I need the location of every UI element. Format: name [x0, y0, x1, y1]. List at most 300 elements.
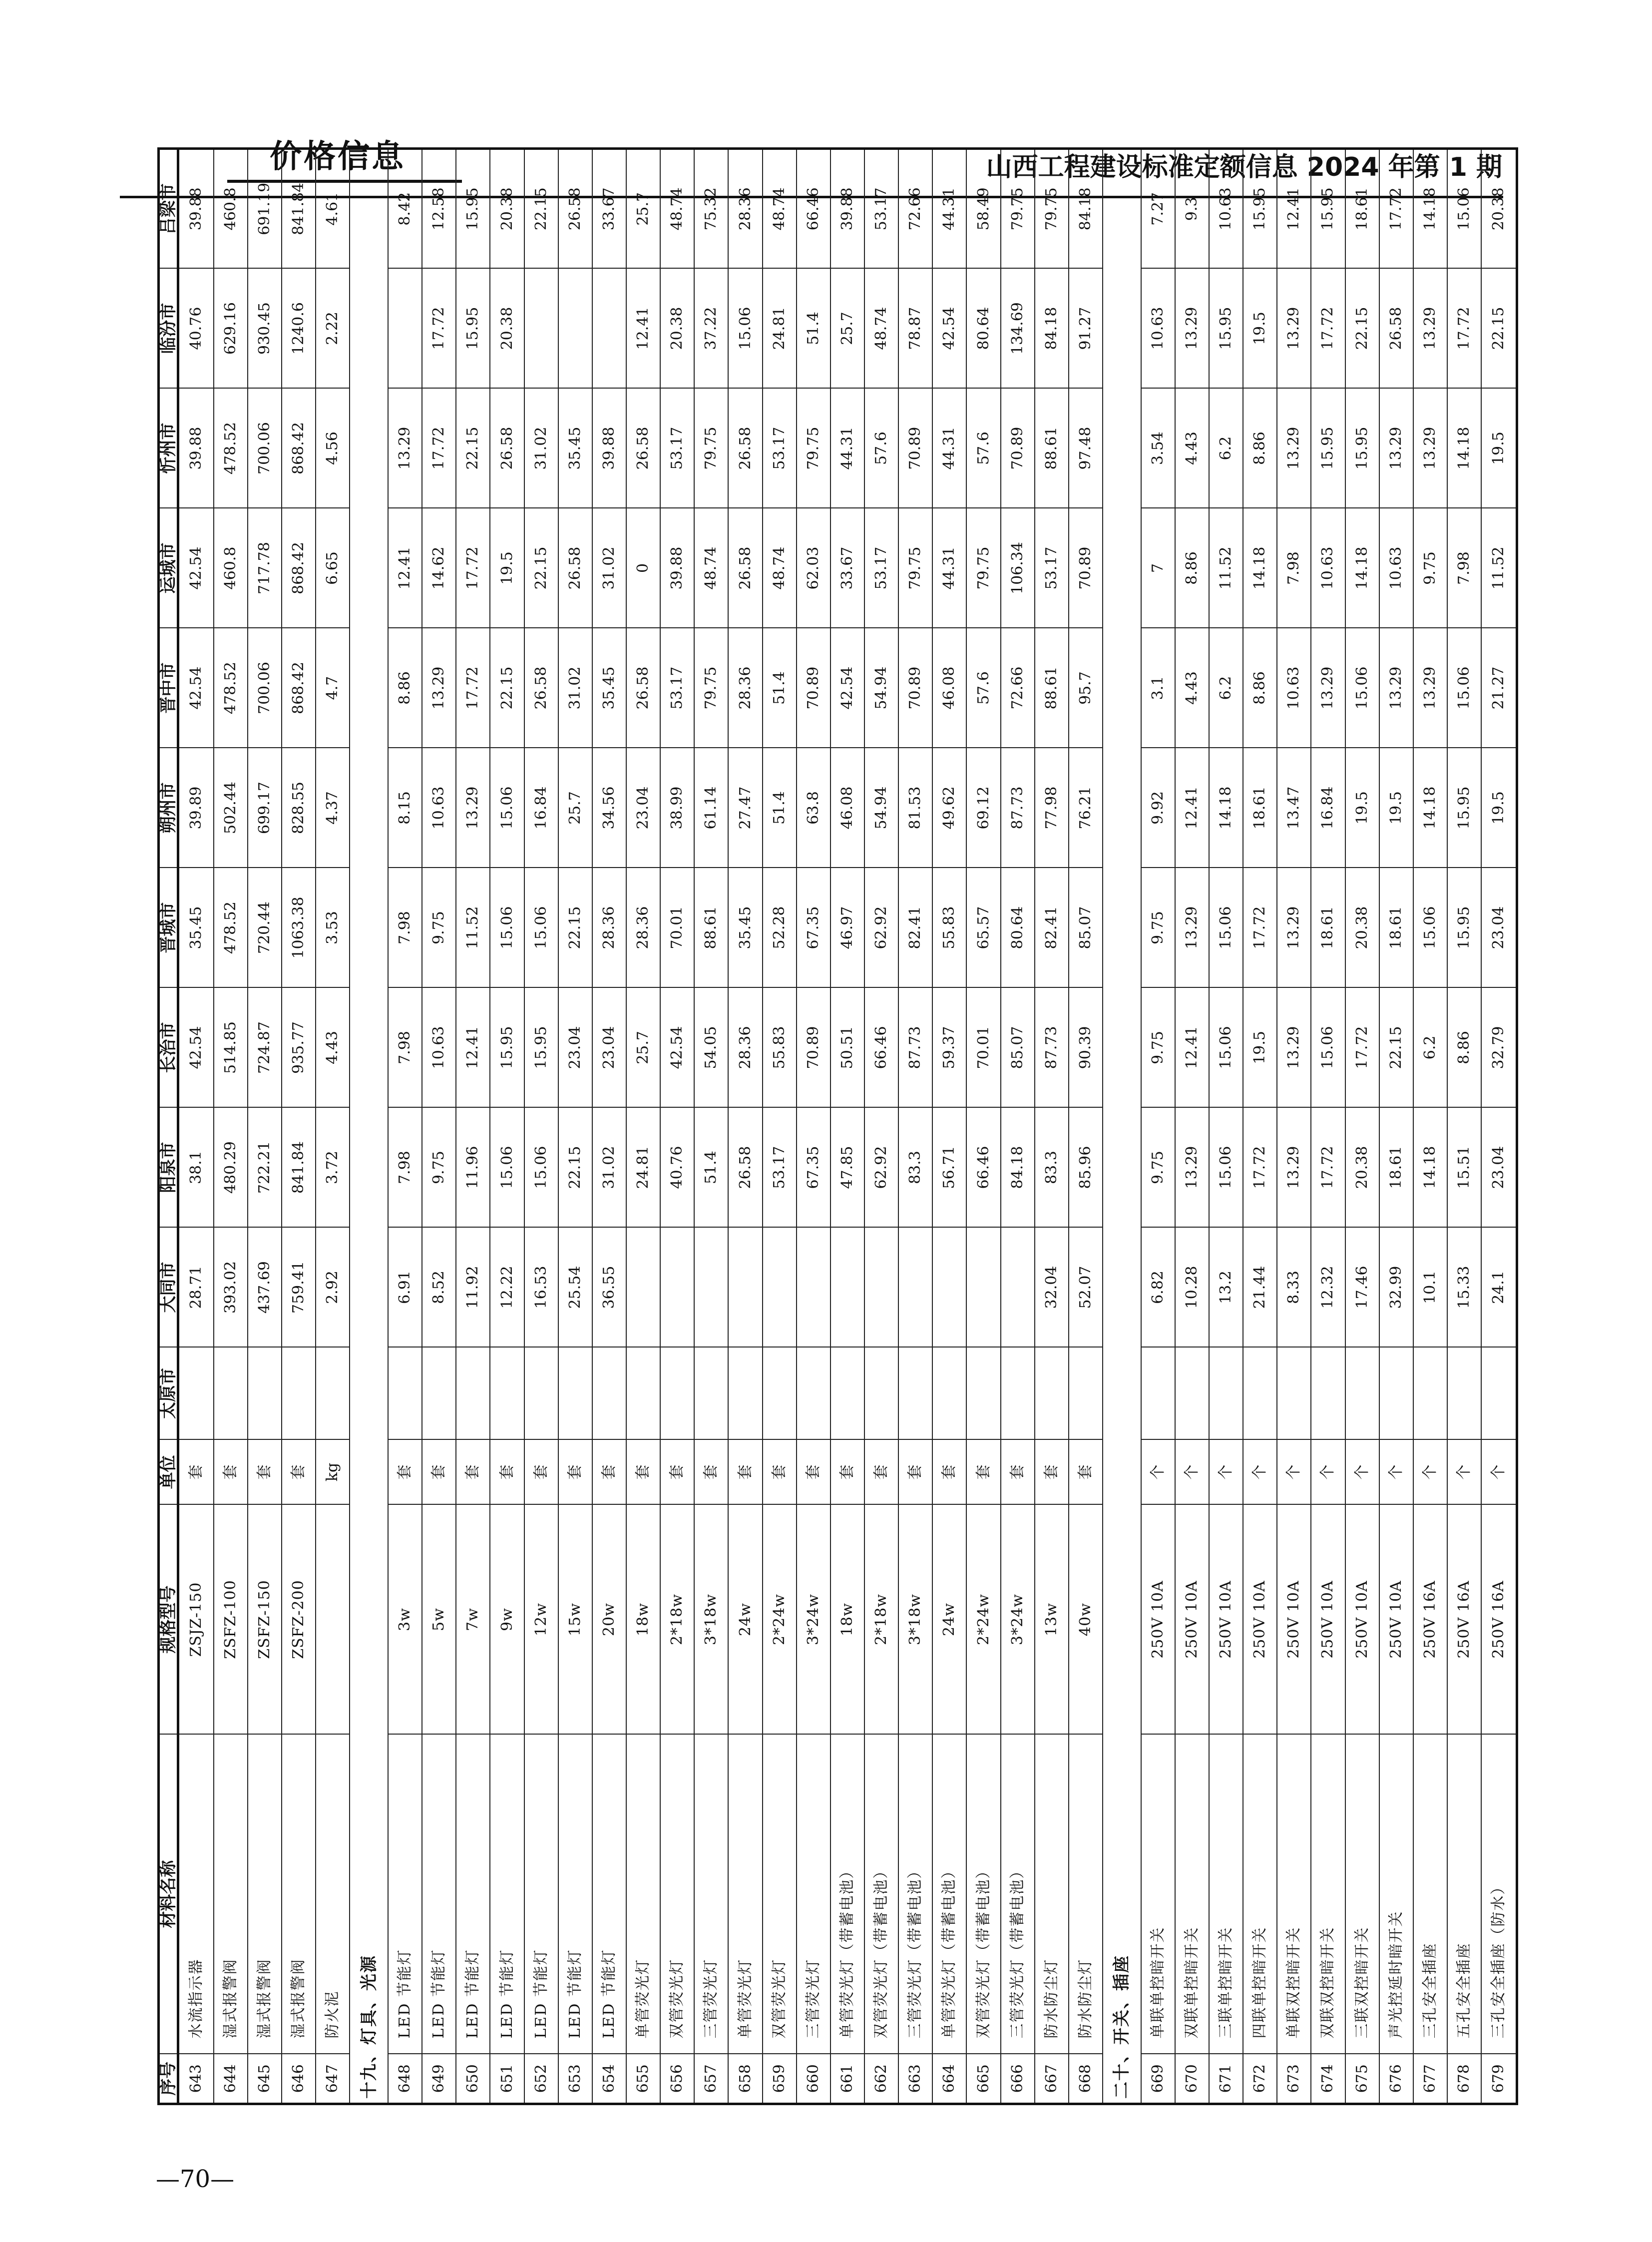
section-row — [1103, 149, 1141, 2104]
price-cell: 26.58 — [728, 1108, 762, 1228]
price-cell: 70.89 — [797, 628, 830, 748]
price-cell: 80.64 — [1001, 868, 1035, 988]
price-cell: 13.29 — [1175, 269, 1209, 389]
price-cell: 9.75 — [422, 868, 456, 988]
unit: 套 — [898, 1440, 932, 1505]
price-cell: 61.14 — [694, 748, 728, 868]
price-cell: 55.83 — [763, 988, 797, 1108]
price-cell: 31.02 — [592, 508, 626, 628]
price-cell: 9.3 — [1175, 149, 1209, 269]
price-cell: 691.19 — [248, 149, 282, 269]
table-row — [214, 149, 248, 2104]
price-cell: 8.15 — [388, 748, 422, 868]
price-cell: 50.51 — [830, 988, 864, 1108]
price-cell: 9.92 — [1141, 748, 1175, 868]
price-cell: 22.15 — [524, 508, 558, 628]
price-cell: 10.63 — [1277, 628, 1311, 748]
price-cell: 19.5 — [1481, 389, 1517, 508]
price-table — [157, 147, 1518, 2105]
price-cell: 25.7 — [626, 149, 660, 269]
price-cell: 15.06 — [524, 1108, 558, 1228]
material-name: 单联双控暗开关 — [1277, 1735, 1311, 2054]
price-cell: 13.29 — [456, 748, 490, 868]
price-cell: 40.76 — [178, 269, 214, 389]
specification: 24w — [932, 1505, 966, 1735]
material-name: 双联双控暗开关 — [1311, 1735, 1345, 2054]
price-cell: 8.86 — [1447, 988, 1481, 1108]
material-name: 双管荧光灯（带蓄电池） — [864, 1735, 898, 2054]
price-cell: 23.04 — [592, 988, 626, 1108]
price-cell: 12.41 — [1175, 748, 1209, 868]
price-cell: 24.1 — [1481, 1228, 1517, 1347]
price-cell: 15.06 — [1447, 628, 1481, 748]
price-cell: 11.52 — [456, 868, 490, 988]
price-cell: 62.92 — [864, 1108, 898, 1228]
price-cell: 22.15 — [558, 868, 592, 988]
table-row — [626, 149, 660, 2104]
price-cell — [626, 1228, 660, 1347]
price-cell — [830, 1228, 864, 1347]
price-cell — [214, 1347, 248, 1440]
price-cell: 28.36 — [592, 868, 626, 988]
table-row — [1175, 149, 1209, 2104]
rotated-table-frame — [157, 182, 1518, 2105]
price-cell: 6.65 — [316, 508, 350, 628]
price-cell: 57.6 — [966, 389, 1000, 508]
row-number: 658 — [728, 2054, 762, 2104]
price-cell: 17.46 — [1345, 1228, 1379, 1347]
price-cell: 79.75 — [694, 389, 728, 508]
price-cell: 33.67 — [592, 149, 626, 269]
table-row — [422, 149, 456, 2104]
price-cell: 87.73 — [898, 988, 932, 1108]
table-row — [316, 149, 350, 2104]
price-cell: 10.63 — [422, 748, 456, 868]
price-cell: 20.38 — [490, 269, 524, 389]
material-name: 单管荧光灯（带蓄电池） — [830, 1735, 864, 2054]
material-name: 双管荧光灯 — [763, 1735, 797, 2054]
specification: 250V 10A — [1141, 1505, 1175, 1735]
price-cell: 700.06 — [248, 628, 282, 748]
column-header: 太原市 — [159, 1347, 178, 1440]
price-cell — [388, 1347, 422, 1440]
price-cell: 26.58 — [728, 508, 762, 628]
price-cell: 478.52 — [214, 389, 248, 508]
unit: 个 — [1209, 1440, 1243, 1505]
price-cell: 17.72 — [1345, 988, 1379, 1108]
price-cell: 42.54 — [932, 269, 966, 389]
material-name: 三管荧光灯（带蓄电池） — [1001, 1735, 1035, 2054]
unit: 套 — [524, 1440, 558, 1505]
row-number: 666 — [1001, 2054, 1035, 2104]
table-row — [898, 149, 932, 2104]
price-cell: 25.7 — [626, 988, 660, 1108]
price-cell: 35.45 — [178, 868, 214, 988]
price-cell: 78.87 — [898, 269, 932, 389]
price-cell: 84.18 — [1001, 1108, 1035, 1228]
price-cell: 478.52 — [214, 628, 248, 748]
price-cell — [316, 1347, 350, 1440]
price-cell: 17.72 — [422, 389, 456, 508]
table-row — [1209, 149, 1243, 2104]
price-cell: 59.37 — [932, 988, 966, 1108]
price-cell: 13.47 — [1277, 748, 1311, 868]
price-cell — [966, 1347, 1000, 1440]
specification — [316, 1505, 350, 1735]
column-header: 朔州市 — [159, 748, 178, 868]
price-cell: 79.75 — [694, 628, 728, 748]
price-cell: 23.04 — [558, 988, 592, 1108]
unit: 套 — [932, 1440, 966, 1505]
price-cell: 85.96 — [1069, 1108, 1103, 1228]
table-row — [1069, 149, 1103, 2104]
price-cell — [1001, 1347, 1035, 1440]
publication-title: 山西工程建设标准定额信息 2024 年第 1 期 — [986, 152, 1502, 182]
price-cell: 13.29 — [1413, 389, 1447, 508]
row-number: 644 — [214, 2054, 248, 2104]
material-name: 湿式报警阀 — [214, 1735, 248, 2054]
price-cell: 20.38 — [490, 149, 524, 269]
unit: 个 — [1277, 1440, 1311, 1505]
price-cell: 22.15 — [524, 149, 558, 269]
table-row — [932, 149, 966, 2104]
row-number: 655 — [626, 2054, 660, 2104]
unit: 个 — [1311, 1440, 1345, 1505]
price-cell: 39.88 — [660, 508, 694, 628]
price-cell: 85.07 — [1069, 868, 1103, 988]
price-cell — [660, 1347, 694, 1440]
material-name: 四联单控暗开关 — [1243, 1735, 1277, 2054]
price-cell: 3.53 — [316, 868, 350, 988]
price-cell — [1035, 1347, 1069, 1440]
price-cell: 11.96 — [456, 1108, 490, 1228]
price-cell: 7.98 — [1277, 508, 1311, 628]
row-number: 660 — [797, 2054, 830, 2104]
price-cell — [763, 1228, 797, 1347]
price-cell: 7.27 — [1141, 149, 1175, 269]
price-cell: 12.22 — [490, 1228, 524, 1347]
price-cell — [282, 1347, 316, 1440]
unit: 套 — [626, 1440, 660, 1505]
price-cell: 12.32 — [1311, 1228, 1345, 1347]
price-cell: 8.86 — [1243, 628, 1277, 748]
unit: 套 — [1069, 1440, 1103, 1505]
row-number: 653 — [558, 2054, 592, 2104]
unit: 套 — [966, 1440, 1000, 1505]
price-cell — [763, 1347, 797, 1440]
price-cell: 23.04 — [626, 748, 660, 868]
specification: 3*18w — [898, 1505, 932, 1735]
specification: 2*24w — [763, 1505, 797, 1735]
price-cell: 18.61 — [1345, 149, 1379, 269]
price-cell: 15.95 — [1447, 868, 1481, 988]
price-cell: 69.12 — [966, 748, 1000, 868]
price-cell: 25.54 — [558, 1228, 592, 1347]
price-cell: 15.95 — [1345, 389, 1379, 508]
price-cell: 13.29 — [1311, 628, 1345, 748]
specification: 250V 16A — [1481, 1505, 1517, 1735]
specification: 13w — [1035, 1505, 1069, 1735]
specification: 40w — [1069, 1505, 1103, 1735]
price-cell: 15.33 — [1447, 1228, 1481, 1347]
specification: 15w — [558, 1505, 592, 1735]
price-cell: 7 — [1141, 508, 1175, 628]
price-cell: 58.49 — [966, 149, 1000, 269]
price-cell: 70.01 — [660, 868, 694, 988]
specification: 250V 10A — [1345, 1505, 1379, 1735]
price-cell: 39.88 — [178, 389, 214, 508]
row-number: 647 — [316, 2054, 350, 2104]
specification: 20w — [592, 1505, 626, 1735]
specification: ZSFZ-100 — [214, 1505, 248, 1735]
price-cell: 15.06 — [1209, 988, 1243, 1108]
price-cell: 22.15 — [1345, 269, 1379, 389]
price-cell: 15.95 — [1243, 149, 1277, 269]
unit: 个 — [1379, 1440, 1413, 1505]
price-cell: 437.69 — [248, 1228, 282, 1347]
table-row — [1379, 149, 1413, 2104]
price-cell: 95.7 — [1069, 628, 1103, 748]
price-cell: 25.7 — [558, 748, 592, 868]
price-cell: 14.18 — [1447, 389, 1481, 508]
price-cell: 25.7 — [830, 269, 864, 389]
price-table-container — [157, 182, 1518, 2105]
unit: 个 — [1175, 1440, 1209, 1505]
price-cell: 84.18 — [1035, 269, 1069, 389]
price-cell: 3.1 — [1141, 628, 1175, 748]
price-cell: 75.32 — [694, 149, 728, 269]
row-number: 665 — [966, 2054, 1000, 2104]
price-cell: 12.41 — [388, 508, 422, 628]
table-row — [1243, 149, 1277, 2104]
row-number: 670 — [1175, 2054, 1209, 2104]
price-cell: 2.22 — [316, 269, 350, 389]
price-cell: 15.06 — [490, 1108, 524, 1228]
price-cell: 26.58 — [728, 389, 762, 508]
price-cell: 0 — [626, 508, 660, 628]
specification: 250V 10A — [1209, 1505, 1243, 1735]
material-name: 三管荧光灯 — [694, 1735, 728, 2054]
price-cell: 52.07 — [1069, 1228, 1103, 1347]
price-cell: 14.18 — [1413, 748, 1447, 868]
price-cell: 53.17 — [1035, 508, 1069, 628]
price-cell — [1447, 1347, 1481, 1440]
price-cell: 13.29 — [1175, 868, 1209, 988]
table-row — [524, 149, 558, 2104]
price-cell — [830, 1347, 864, 1440]
price-cell: 39.88 — [178, 149, 214, 269]
table-row — [592, 149, 626, 2104]
price-cell: 14.18 — [1413, 1108, 1447, 1228]
price-cell: 82.41 — [1035, 868, 1069, 988]
price-cell: 28.36 — [626, 868, 660, 988]
price-cell: 42.54 — [178, 508, 214, 628]
price-cell: 85.07 — [1001, 988, 1035, 1108]
price-cell — [1413, 1347, 1447, 1440]
unit: 套 — [214, 1440, 248, 1505]
specification: 2*24w — [966, 1505, 1000, 1735]
price-cell: 44.31 — [830, 389, 864, 508]
price-cell — [524, 1347, 558, 1440]
specification: 3*24w — [797, 1505, 830, 1735]
section-title: 二十、开关、插座 — [1103, 149, 1141, 2104]
price-cell: 32.99 — [1379, 1228, 1413, 1347]
price-cell: 10.63 — [422, 988, 456, 1108]
price-cell: 13.29 — [1277, 868, 1311, 988]
price-cell: 15.06 — [1209, 868, 1243, 988]
price-cell: 48.74 — [763, 508, 797, 628]
row-number: 668 — [1069, 2054, 1103, 2104]
price-cell: 15.95 — [524, 988, 558, 1108]
price-cell: 48.74 — [660, 149, 694, 269]
price-cell: 42.54 — [660, 988, 694, 1108]
unit: 套 — [456, 1440, 490, 1505]
price-cell: 51.4 — [694, 1108, 728, 1228]
material-name: 三孔安全插座 — [1413, 1735, 1447, 2054]
table-row — [1345, 149, 1379, 2104]
price-cell: 828.55 — [282, 748, 316, 868]
table-row — [763, 149, 797, 2104]
price-cell: 15.95 — [456, 269, 490, 389]
table-row — [694, 149, 728, 2104]
price-cell: 17.72 — [422, 269, 456, 389]
material-name: 水流指示器 — [178, 1735, 214, 2054]
price-cell: 7.98 — [388, 1108, 422, 1228]
price-cell — [898, 1228, 932, 1347]
price-cell: 57.6 — [966, 628, 1000, 748]
price-cell: 51.4 — [763, 748, 797, 868]
price-cell: 11.52 — [1481, 508, 1517, 628]
price-cell — [558, 269, 592, 389]
material-name: 双联单控暗开关 — [1175, 1735, 1209, 2054]
price-cell — [524, 269, 558, 389]
specification: 3*18w — [694, 1505, 728, 1735]
price-cell: 11.52 — [1209, 508, 1243, 628]
table-row — [1035, 149, 1069, 2104]
price-cell: 15.95 — [1311, 149, 1345, 269]
price-cell: 55.83 — [932, 868, 966, 988]
row-number: 662 — [864, 2054, 898, 2104]
price-cell: 13.29 — [1277, 1108, 1311, 1228]
price-cell: 35.45 — [728, 868, 762, 988]
price-cell: 35.45 — [592, 628, 626, 748]
price-cell: 17.72 — [456, 508, 490, 628]
price-cell: 15.06 — [490, 748, 524, 868]
price-cell: 11.92 — [456, 1228, 490, 1347]
price-cell: 724.87 — [248, 988, 282, 1108]
price-cell: 20.38 — [1345, 868, 1379, 988]
material-name: 单管荧光灯 — [626, 1735, 660, 2054]
price-cell: 629.16 — [214, 269, 248, 389]
column-header: 忻州市 — [159, 389, 178, 508]
price-cell: 14.18 — [1209, 748, 1243, 868]
price-cell — [592, 269, 626, 389]
price-cell: 6.82 — [1141, 1228, 1175, 1347]
price-cell: 15.06 — [1345, 628, 1379, 748]
table-row — [1481, 149, 1517, 2104]
table-row — [1311, 149, 1345, 2104]
price-cell: 23.04 — [1481, 868, 1517, 988]
price-cell: 13.29 — [1277, 269, 1311, 389]
price-cell — [1277, 1347, 1311, 1440]
material-name: 三管荧光灯 — [797, 1735, 830, 2054]
specification: 250V 10A — [1277, 1505, 1311, 1735]
price-cell: 13.29 — [1379, 389, 1413, 508]
price-cell: 4.43 — [316, 988, 350, 1108]
table-row — [660, 149, 694, 2104]
row-number: 652 — [524, 2054, 558, 2104]
specification: 12w — [524, 1505, 558, 1735]
price-cell: 44.31 — [932, 508, 966, 628]
price-cell: 42.54 — [830, 628, 864, 748]
price-cell: 32.79 — [1481, 988, 1517, 1108]
price-cell: 12.41 — [1277, 149, 1311, 269]
row-number: 648 — [388, 2054, 422, 2104]
price-cell — [1001, 1228, 1035, 1347]
page-number: —70— — [156, 2165, 235, 2193]
price-cell: 13.29 — [1379, 628, 1413, 748]
price-cell: 722.21 — [248, 1108, 282, 1228]
price-cell — [660, 1228, 694, 1347]
price-cell: 514.85 — [214, 988, 248, 1108]
unit: 个 — [1243, 1440, 1277, 1505]
price-cell: 53.17 — [763, 389, 797, 508]
material-name: 防火泥 — [316, 1735, 350, 2054]
price-cell: 17.72 — [1243, 1108, 1277, 1228]
price-cell: 28.36 — [728, 628, 762, 748]
specification: 250V 10A — [1379, 1505, 1413, 1735]
price-cell: 19.5 — [1243, 988, 1277, 1108]
price-cell: 54.05 — [694, 988, 728, 1108]
unit: 套 — [178, 1440, 214, 1505]
price-cell: 15.95 — [1311, 389, 1345, 508]
price-cell — [592, 1347, 626, 1440]
price-cell: 19.5 — [1243, 269, 1277, 389]
price-cell — [728, 1347, 762, 1440]
price-cell: 42.54 — [178, 988, 214, 1108]
price-cell: 62.03 — [797, 508, 830, 628]
unit: 个 — [1345, 1440, 1379, 1505]
row-number: 679 — [1481, 2054, 1517, 2104]
price-cell: 14.18 — [1345, 508, 1379, 628]
price-cell: 28.36 — [728, 988, 762, 1108]
price-cell — [797, 1347, 830, 1440]
price-cell: 46.08 — [932, 628, 966, 748]
material-name: 双管荧光灯（带蓄电池） — [966, 1735, 1000, 2054]
price-cell: 63.8 — [797, 748, 830, 868]
price-cell: 16.84 — [1311, 748, 1345, 868]
column-header: 材料名称 — [159, 1735, 178, 2054]
price-cell: 22.15 — [1481, 269, 1517, 389]
price-cell: 20.38 — [1481, 149, 1517, 269]
row-number: 678 — [1447, 2054, 1481, 2104]
material-name: 单联单控暗开关 — [1141, 1735, 1175, 2054]
price-cell: 700.06 — [248, 389, 282, 508]
row-number: 661 — [830, 2054, 864, 2104]
column-header: 大同市 — [159, 1228, 178, 1347]
price-cell: 10.63 — [1141, 269, 1175, 389]
price-cell: 8.52 — [422, 1228, 456, 1347]
unit: 个 — [1413, 1440, 1447, 1505]
price-cell — [797, 1228, 830, 1347]
row-number: 672 — [1243, 2054, 1277, 2104]
row-number: 654 — [592, 2054, 626, 2104]
row-number: 673 — [1277, 2054, 1311, 2104]
specification: 5w — [422, 1505, 456, 1735]
price-cell — [456, 1347, 490, 1440]
price-cell: 17.72 — [456, 628, 490, 748]
price-cell: 87.73 — [1001, 748, 1035, 868]
